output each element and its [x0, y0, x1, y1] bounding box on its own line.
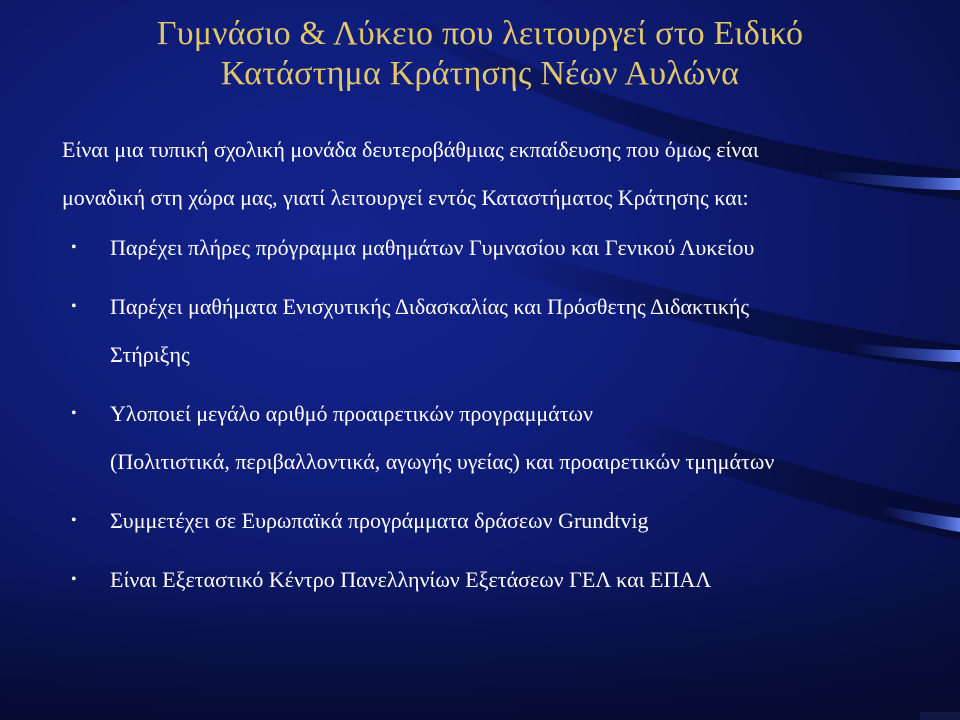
- bullet-item: [62, 497, 932, 545]
- intro-line-2: μοναδική στη χώρα μας, γιατί λειτουργεί εντός Καταστήματος Κράτησης και:: [62, 185, 749, 210]
- intro-line-1: Είναι μια τυπική σχολική μονάδα δευτεροβάθμιας εκπαίδευσης που όμως είναι: [62, 137, 759, 162]
- bullet-text: Είναι Εξεταστικό Κέντρο Πανελληνίων Εξετάσεων ΓΕΛ και ΕΠΑΛ: [110, 567, 712, 592]
- bullet-text-continued: Στήριξης: [110, 342, 190, 367]
- bullet-dot-icon: •: [71, 571, 77, 588]
- bullet-dot-icon: •: [71, 239, 77, 256]
- bullet-list: [62, 224, 932, 604]
- bullet-text-continued: (Πολιτιστικά, περιβαλλοντικά, αγωγής υγείας) και προαιρετικών τμημάτων: [110, 449, 775, 474]
- bullet-dot-icon: •: [71, 512, 77, 529]
- bullet-item: [62, 556, 932, 604]
- bullet-dot-icon: •: [71, 405, 77, 422]
- bullet-text: Συμμετέχει σε Ευρωπαϊκά προγράμματα δράσεων Grundtvig: [110, 508, 649, 533]
- intro-paragraph: [62, 126, 932, 222]
- bullet-text: Παρέχει μαθήματα Ενισχυτικής Διδασκαλίας και Πρόσθετης Διδακτικής: [110, 294, 750, 319]
- slide-title: [0, 14, 960, 94]
- bullet-item: [62, 390, 932, 486]
- bullet-dot-icon: •: [71, 298, 77, 315]
- bullet-text: Παρέχει πλήρες πρόγραμμα μαθημάτων Γυμνασίου και Γενικού Λυκείου: [110, 235, 755, 260]
- bullet-item: [62, 224, 932, 272]
- slide-title-line-2: Κατάστημα Κράτησης Νέων Αυλώνα: [220, 55, 740, 92]
- bullet-item: [62, 283, 932, 379]
- bullet-text: Υλοποιεί μεγάλο αριθμό προαιρετικών προγραμμάτων: [110, 401, 593, 426]
- slide-title-line-1: Γυμνάσιο & Λύκειο που λειτουργεί στο Ειδικό: [156, 15, 804, 52]
- slide-body: [62, 126, 932, 615]
